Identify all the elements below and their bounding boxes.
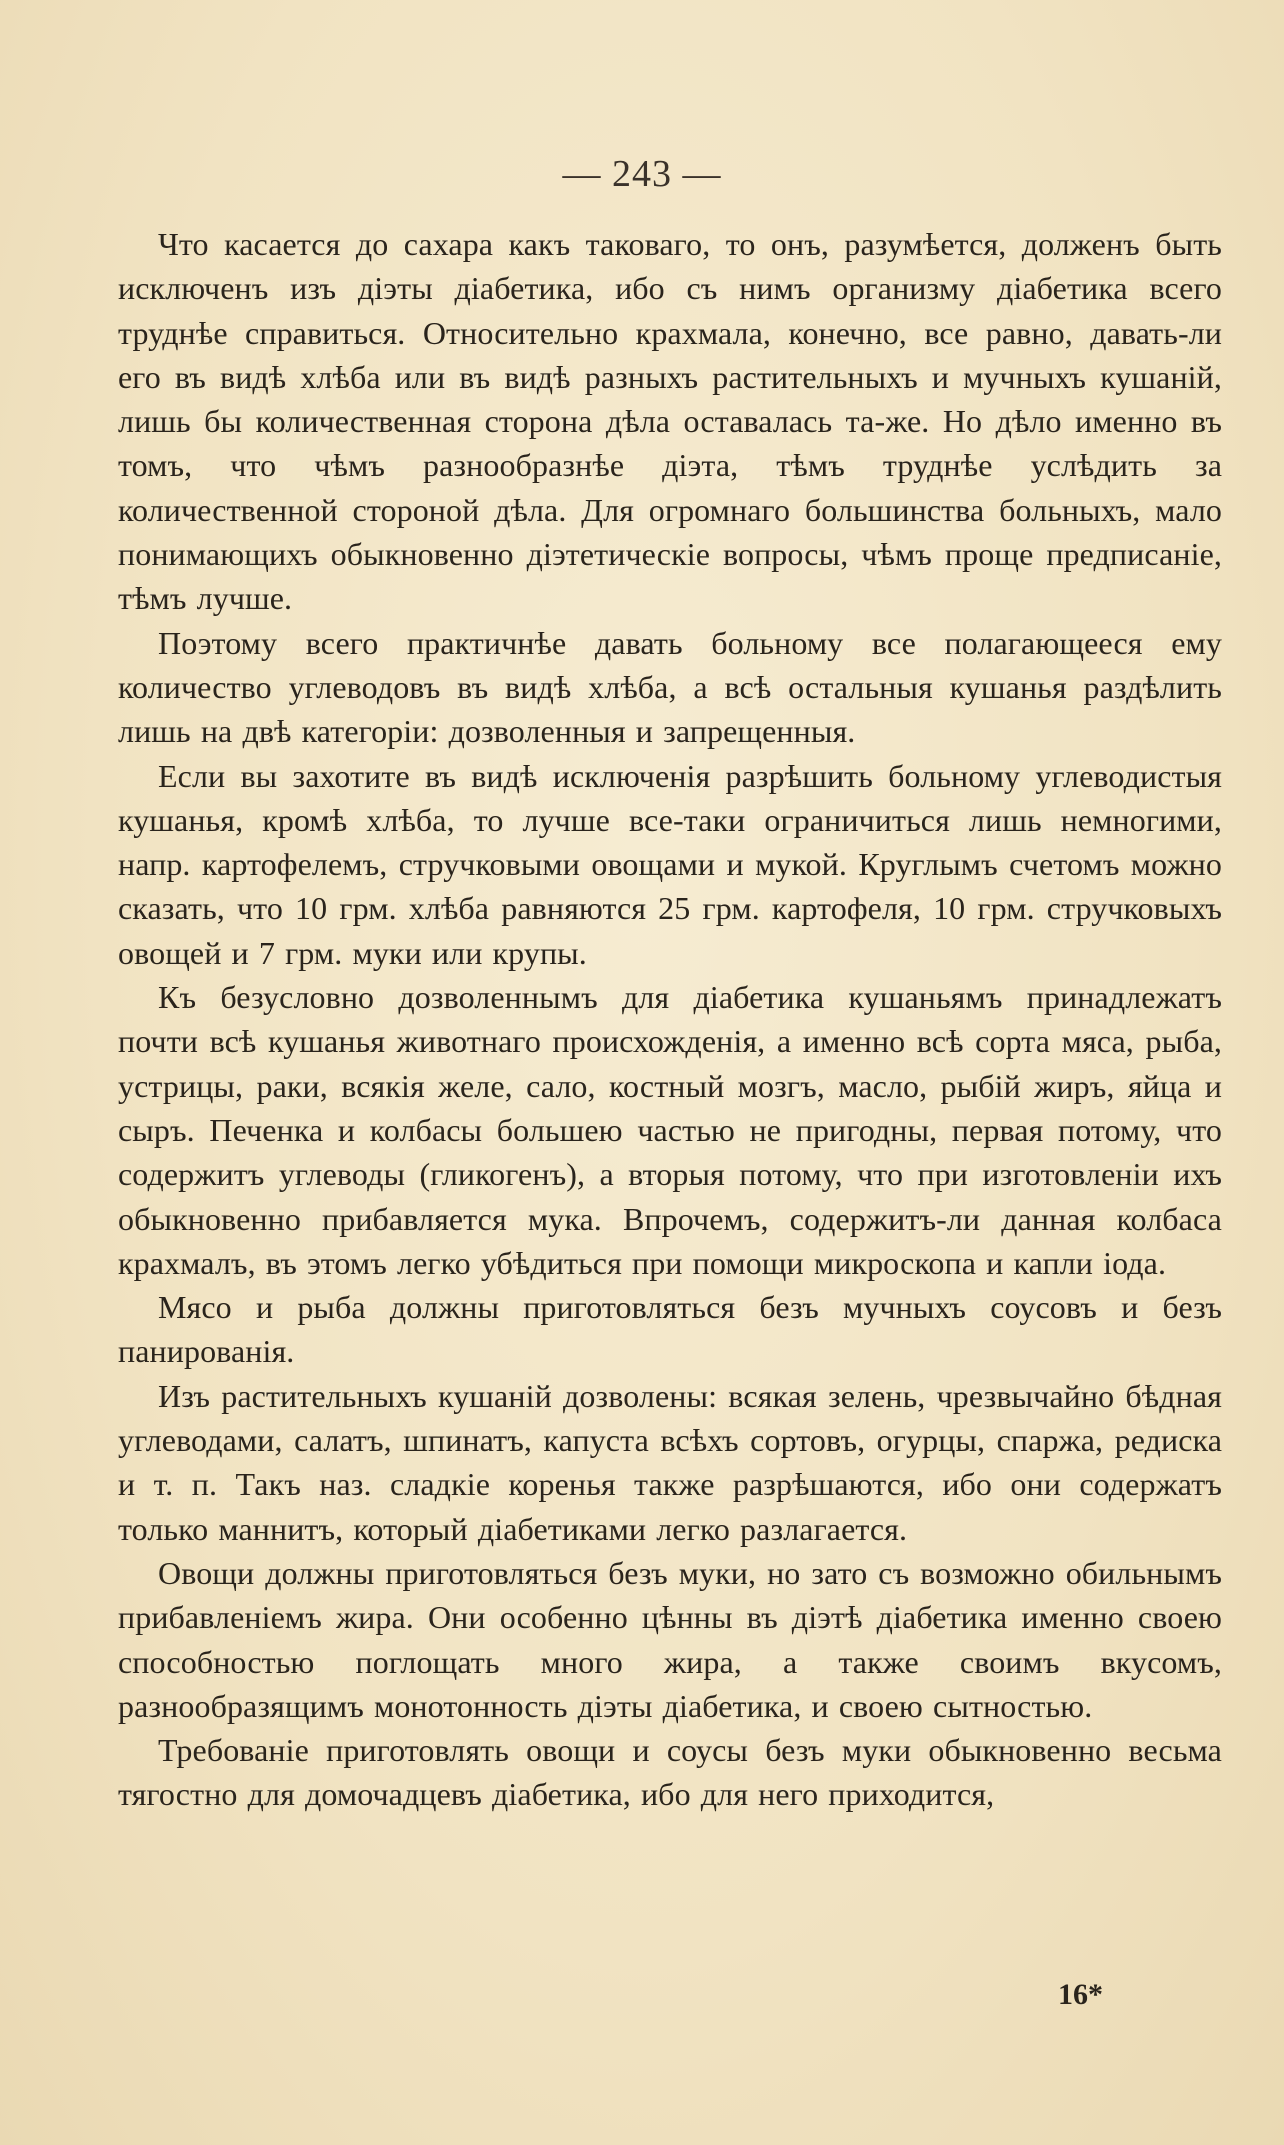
- paragraph: Требованіе приготовлять овощи и соусы безъ муки обыкновенно весьма тягостно для домочадцевъ діабетика, ибо для него приходится,: [118, 1732, 1222, 1813]
- paragraph: Если вы захотите въ видѣ исключенія разрѣшить больному углеводистыя кушанья, кромѣ хлѣба, то лучше все-таки ограничиться лишь немногими, напр. картофелемъ, стручковыми овощами и мукой. Круглымъ счетомъ можно сказать, что 10 грм. хлѣба равняются 25 грм. картофеля, 10 грм. стручковыхъ овощей и 7 грм. муки или крупы.: [118, 757, 1222, 971]
- paragraph: Мясо и рыба должны приготовляться безъ мучныхъ соусовъ и безъ панированія.: [118, 1289, 1222, 1370]
- paragraph: Что касается до сахара какъ таковаго, то онъ, разумѣется, долженъ быть исключенъ изъ діэты діабетика, ибо съ нимъ организму діабетика всего труднѣе справиться. Относительно крахмала, конечно, все равно, давать-ли его въ видѣ хлѣба или въ видѣ разныхъ растительныхъ и мучныхъ кушаній, лишь бы количественная сторона дѣла оставалась та-же. Но дѣло именно въ томъ, что чѣмъ разнообразнѣе діэта, тѣмъ труднѣе услѣдить за количественной стороной дѣла. Для огромнаго большинства больныхъ, мало понимающихъ обыкновенно діэтетическіе вопросы, чѣмъ проще предписаніе, тѣмъ лучше.: [118, 226, 1222, 617]
- page-number: — 243 —: [562, 153, 722, 195]
- signature-mark: 16*: [1058, 1978, 1103, 2011]
- paragraph: Овощи должны приготовляться безъ муки, но зато съ возможно обильнымъ прибавленіемъ жира. Они особенно цѣнны въ діэтѣ діабетика именно своею способностью поглощать много жира, а также своимъ вкусомъ, разнообразящимъ монотонность діэты діабетика, и своею сытностью.: [118, 1554, 1222, 1724]
- paragraph: Поэтому всего практичнѣе давать больному все полагающееся ему количество углеводовъ въ видѣ хлѣба, а всѣ остальныя кушанья раздѣлить лишь на двѣ категоріи: дозволенныя и запрещенныя.: [118, 624, 1222, 750]
- paragraph: Къ безусловно дозволеннымъ для діабетика кушаньямъ принадлежатъ почти всѣ кушанья животнаго происхожденія, а именно всѣ сорта мяса, рыба, устрицы, раки, всякія желе, сало, костный мозгъ, масло, рыбій жиръ, яйца и сыръ. Печенка и колбасы большею частью не пригодны, первая потому, что содержитъ углеводы (гликогенъ), а вторыя потому, что при изготовленіи ихъ обыкновенно прибавляется мука. Впрочемъ, содержитъ-ли данная колбаса крахмалъ, въ этомъ легко убѣдиться при помощи микроскопа и капли іода.: [118, 979, 1222, 1281]
- paragraph: Изъ растительныхъ кушаній дозволены: всякая зелень, чрезвычайно бѣдная углеводами, салатъ, шпинатъ, капуста всѣхъ сортовъ, огурцы, спаржа, редиска и т. п. Такъ наз. сладкіе коренья также разрѣшаются, ибо они содержатъ только маннитъ, который діабетиками легко разлагается.: [118, 1377, 1222, 1547]
- body-text: [118, 222, 1222, 1817]
